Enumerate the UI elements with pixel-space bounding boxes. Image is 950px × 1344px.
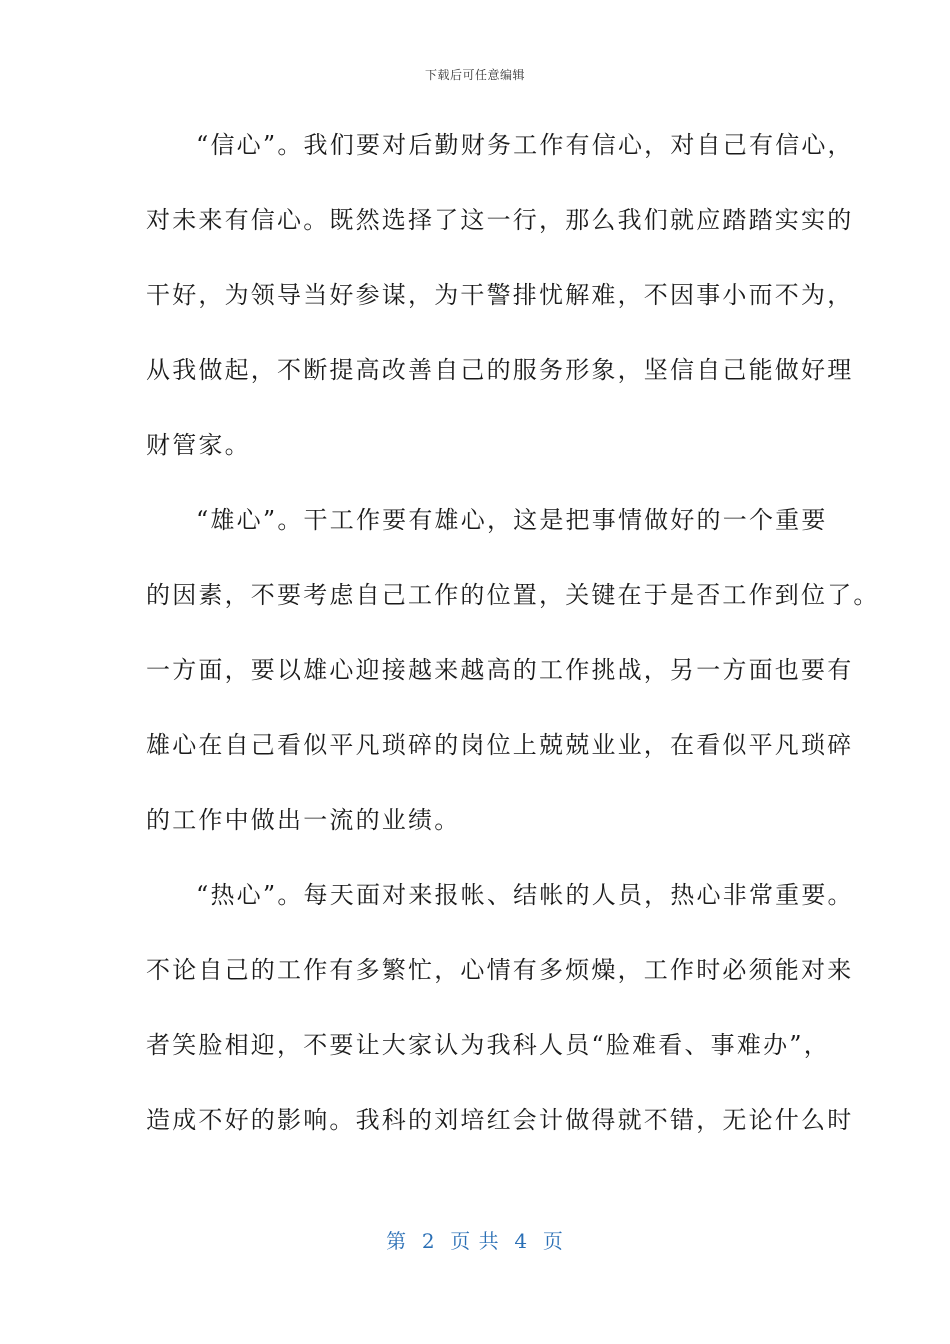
text-line: 干好，为领导当好参谋，为干警排忧解难，不因事小而不为， xyxy=(146,281,854,309)
text-line: 的工作中做出一流的业绩。 xyxy=(146,806,461,834)
text-line: 者笑脸相迎，不要让大家认为我科人员“脸难看、事难办”， xyxy=(146,1031,830,1059)
text-line: “信心”。我们要对后勤财务工作有信心，对自己有信心， xyxy=(196,131,854,159)
page-number-footer: 第 2 页 共 4 页 xyxy=(386,1229,564,1253)
document-body xyxy=(146,108,880,1158)
text-line: 不论自己的工作有多繁忙，心情有多烦燥，工作时必须能对来 xyxy=(146,956,854,984)
text-line: “雄心”。干工作要有雄心，这是把事情做好的一个重要 xyxy=(196,506,828,534)
text-line: 的因素，不要考虑自己工作的位置，关键在于是否工作到位了。 xyxy=(146,581,880,609)
text-line: 造成不好的影响。我科的刘培红会计做得就不错，无论什么时 xyxy=(146,1106,854,1134)
text-line: 从我做起，不断提高改善自己的服务形象，坚信自己能做好理 xyxy=(146,356,854,384)
text-line: 对未来有信心。既然选择了这一行，那么我们就应踏踏实实的 xyxy=(146,206,854,234)
text-line: 财管家。 xyxy=(146,431,251,459)
text-line: 雄心在自己看似平凡琐碎的岗位上兢兢业业，在看似平凡琐碎 xyxy=(146,731,854,759)
header-note: 下载后可任意编辑 xyxy=(424,68,525,82)
text-line: 一方面，要以雄心迎接越来越高的工作挑战，另一方面也要有 xyxy=(146,656,854,684)
text-line: “热心”。每天面对来报帐、结帐的人员，热心非常重要。 xyxy=(196,881,854,909)
